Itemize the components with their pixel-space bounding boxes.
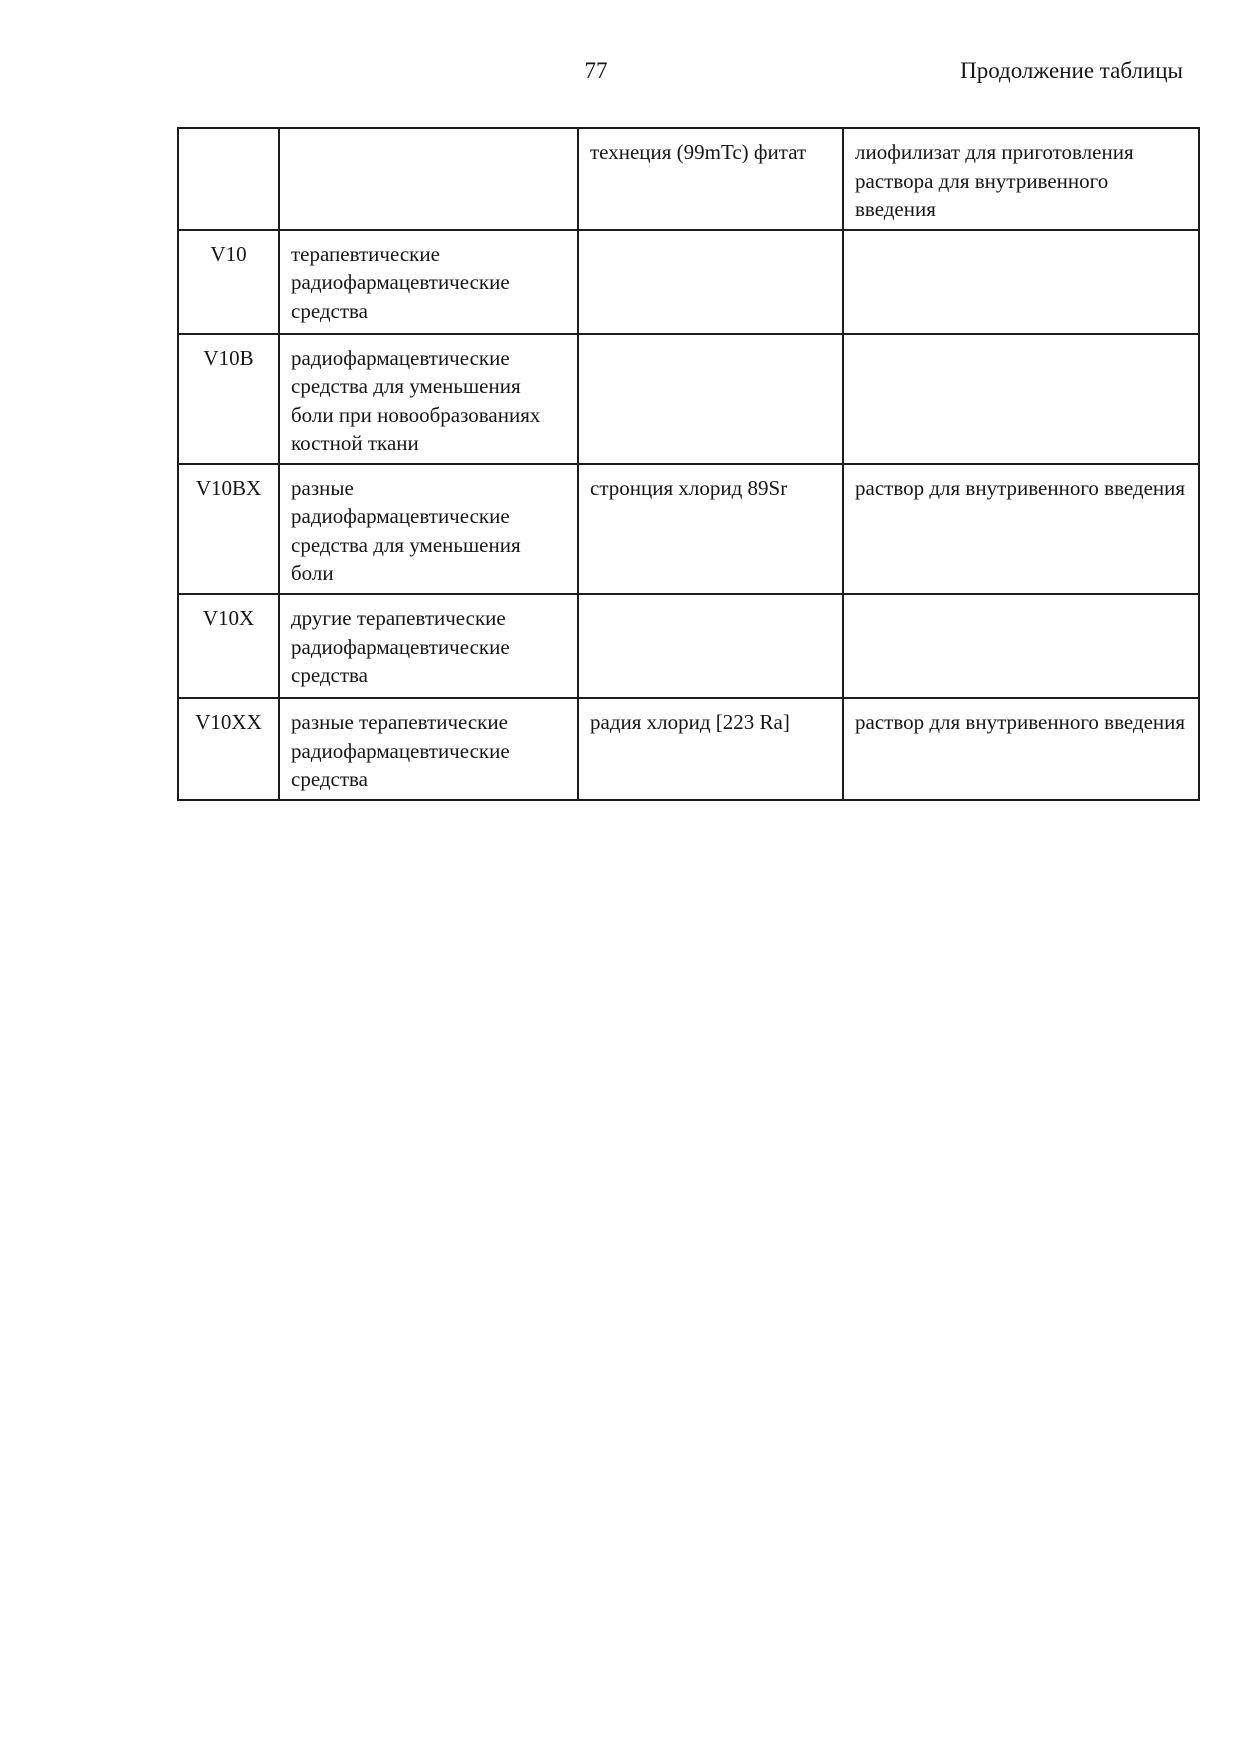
code-cell — [178, 128, 279, 230]
classification-table-body — [178, 128, 1199, 800]
form-cell — [843, 594, 1199, 698]
table-row — [178, 128, 1199, 230]
substance-cell: технеция (99mTc) фитат — [578, 128, 843, 230]
form-cell — [843, 334, 1199, 464]
table-row — [178, 464, 1199, 594]
form-cell: раствор для внутривенного введения — [843, 464, 1199, 594]
name-cell: радиофармацевтические средства для уменьшения боли при новообразованиях костной ткани — [279, 334, 578, 464]
classification-table — [177, 127, 1200, 801]
code-cell: V10BX — [178, 464, 279, 594]
code-cell: V10XX — [178, 698, 279, 800]
form-cell: раствор для внутривенного введения — [843, 698, 1199, 800]
substance-cell: стронция хлорид 89Sr — [578, 464, 843, 594]
name-cell: разные радиофармацевтические средства для уменьшения боли — [279, 464, 578, 594]
code-cell: V10 — [178, 230, 279, 334]
table-row — [178, 594, 1199, 698]
table-row — [178, 698, 1199, 800]
name-cell: другие терапевтические радиофармацевтические средства — [279, 594, 578, 698]
table-continuation-label: Продолжение таблицы — [960, 58, 1183, 83]
table-row — [178, 230, 1199, 334]
substance-cell — [578, 594, 843, 698]
form-cell: лиофилизат для приготовления раствора для внутривенного введения — [843, 128, 1199, 230]
name-cell: разные терапевтические радиофармацевтические средства — [279, 698, 578, 800]
table-row — [178, 334, 1199, 464]
name-cell: терапевтические радиофармацевтические средства — [279, 230, 578, 334]
code-cell: V10B — [178, 334, 279, 464]
code-cell: V10X — [178, 594, 279, 698]
substance-cell — [578, 230, 843, 334]
substance-cell: радия хлорид [223 Ra] — [578, 698, 843, 800]
substance-cell — [578, 334, 843, 464]
form-cell — [843, 230, 1199, 334]
page-number: 77 — [584, 58, 608, 83]
name-cell — [279, 128, 578, 230]
